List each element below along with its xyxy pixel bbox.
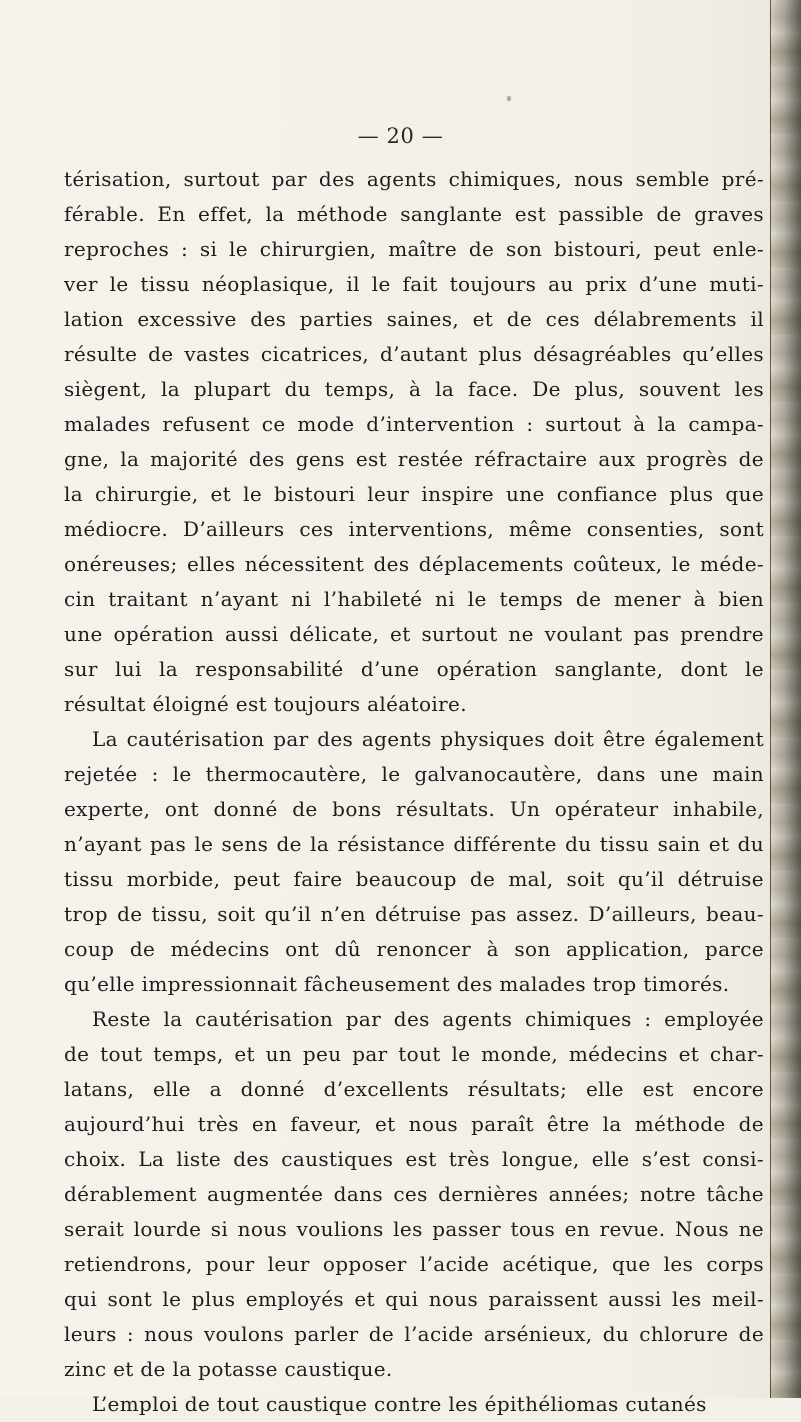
text-line: térisation, surtout par des agents chimiques, nous semble pré- xyxy=(64,167,764,191)
text-line: lation excessive des parties saines, et de ces délabrements il xyxy=(64,307,764,331)
ink-speck xyxy=(507,96,511,101)
text-line-paragraph-start: L’emploi de tout caustique contre les épithéliomas cutanés xyxy=(92,1392,707,1416)
text-line-paragraph-end: résultat éloigné est toujours aléatoire. xyxy=(64,692,467,716)
text-line: n’ayant pas le sens de la résistance différente du tissu sain et du xyxy=(64,832,764,856)
text-line-paragraph-start: La cautérisation par des agents physiques doit être également xyxy=(92,727,764,751)
page-number: — 20 — xyxy=(357,124,444,148)
text-line: résulte de vastes cicatrices, d’autant plus désagréables qu’elles xyxy=(64,342,764,366)
text-line: onéreuses; elles nécessitent des déplacements coûteux, le méde- xyxy=(64,552,764,576)
text-line: aujourd’hui très en faveur, et nous paraît être la méthode de xyxy=(64,1112,764,1136)
text-line: dérablement augmentée dans ces dernières années; notre tâche xyxy=(64,1182,764,1206)
text-line: férable. En effet, la méthode sanglante est passible de graves xyxy=(64,202,764,226)
text-line: experte, ont donné de bons résultats. Un opérateur inhabile, xyxy=(64,797,764,821)
page-edge-binding xyxy=(770,0,801,1398)
text-line: qui sont le plus employés et qui nous paraissent aussi les meil- xyxy=(64,1287,764,1311)
text-line: leurs : nous voulons parler de l’acide arsénieux, du chlorure de xyxy=(64,1322,764,1346)
text-line: ver le tissu néoplasique, il le fait toujours au prix d’une muti- xyxy=(64,272,764,296)
text-line: de tout temps, et un peu par tout le monde, médecins et char- xyxy=(64,1042,764,1066)
text-line-paragraph-end: qu’elle impressionnait fâcheusement des malades trop timorés. xyxy=(64,972,730,996)
text-line: siègent, la plupart du temps, à la face. De plus, souvent les xyxy=(64,377,764,401)
text-line: serait lourde si nous voulions les passer tous en revue. Nous ne xyxy=(64,1217,764,1241)
text-line-paragraph-start: Reste la cautérisation par des agents chimiques : employée xyxy=(92,1007,764,1031)
text-line: malades refusent ce mode d’intervention : surtout à la campa- xyxy=(64,412,764,436)
text-line: choix. La liste des caustiques est très longue, elle s’est consi- xyxy=(64,1147,764,1171)
text-line: latans, elle a donné d’excellents résultats; elle est encore xyxy=(64,1077,764,1101)
text-line: gne, la majorité des gens est restée réfractaire aux progrès de xyxy=(64,447,764,471)
text-line: reproches : si le chirurgien, maître de son bistouri, peut enle- xyxy=(64,237,764,261)
text-line-paragraph-end: zinc et de la potasse caustique. xyxy=(64,1357,393,1381)
text-line: la chirurgie, et le bistouri leur inspire une confiance plus que xyxy=(64,482,764,506)
text-line: médiocre. D’ailleurs ces interventions, même consenties, sont xyxy=(64,517,764,541)
text-line: tissu morbide, peut faire beaucoup de mal, soit qu’il détruise xyxy=(64,867,764,891)
text-line: coup de médecins ont dû renoncer à son application, parce xyxy=(64,937,764,961)
text-line: rejetée : le thermocautère, le galvanocautère, dans une main xyxy=(64,762,764,786)
text-line: cin traitant n’ayant ni l’habileté ni le temps de mener à bien xyxy=(64,587,764,611)
text-line: trop de tissu, soit qu’il n’en détruise pas assez. D’ailleurs, beau- xyxy=(64,902,764,926)
text-line: une opération aussi délicate, et surtout ne voulant pas prendre xyxy=(64,622,764,646)
text-line: retiendrons, pour leur opposer l’acide acétique, que les corps xyxy=(64,1252,764,1276)
text-line: sur lui la responsabilité d’une opération sanglante, dont le xyxy=(64,657,764,681)
body-text xyxy=(64,162,764,1422)
